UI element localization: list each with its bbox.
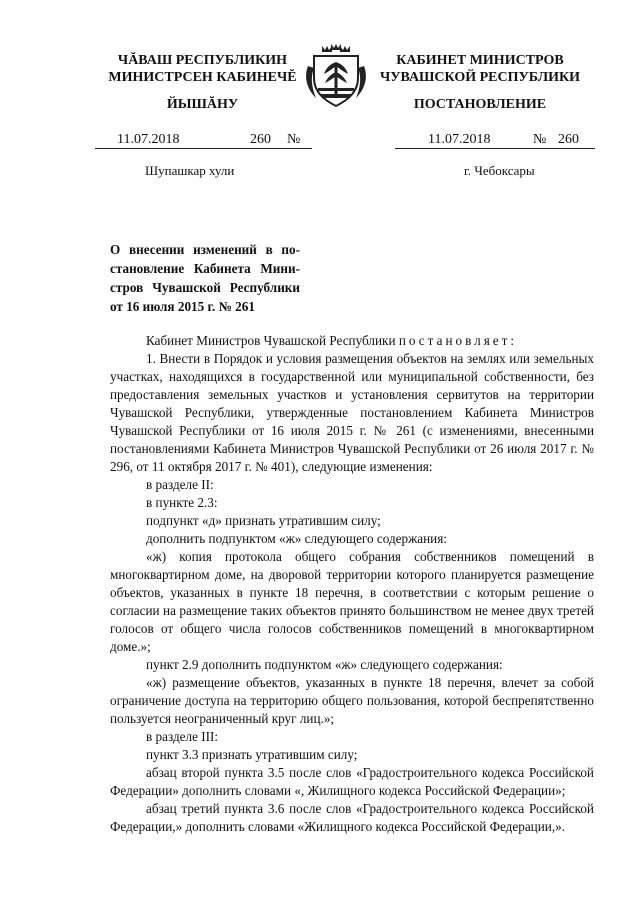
header-left-line-1: ЧĂВАШ РЕСПУБЛИКИН xyxy=(117,53,288,68)
doctype-right: ПОСТАНОВЛЕНИЕ xyxy=(413,97,547,112)
lead-text: Кабинет Министров Чувашской Республики xyxy=(146,333,396,348)
header-right-line-1: КАБИНЕТ МИНИСТРОВ xyxy=(396,53,564,68)
lead-spaced-word: постановляет: xyxy=(398,333,518,348)
document-body xyxy=(110,332,594,836)
subject-line-3: стров Чувашской Республики xyxy=(110,280,300,295)
body-paragraph-4: подпункт «д» признать утратившим силу; xyxy=(146,513,381,528)
date-right: 11.07.2018 xyxy=(428,132,491,147)
number-right: 260 xyxy=(558,132,579,147)
body-paragraph-12: абзац третий пункта 3.6 после слов «Градостроительного кодекса Российской Федерации,» дополнить словами «Жилищного кодекса Российской Федерации,». xyxy=(110,801,594,834)
chuvash-emblem-icon xyxy=(300,42,372,114)
number-sign-left: № xyxy=(287,132,301,147)
number-left: 260 xyxy=(250,132,271,147)
header-right-title xyxy=(365,52,595,86)
body-paragraph-9: в разделе III: xyxy=(146,729,219,744)
subject-line-2: становление Кабинета Мини- xyxy=(110,261,300,276)
body-paragraph-10: пункт 3.3 признать утратившим силу; xyxy=(146,747,358,762)
date-number-line-left xyxy=(95,132,312,149)
body-paragraph-3: в пункте 2.3: xyxy=(146,495,218,510)
number-sign-right: № xyxy=(533,132,547,147)
body-paragraph-2: в разделе II: xyxy=(146,477,214,492)
date-number-line-right xyxy=(395,132,595,149)
doctype-left: ЙЫШĂНУ xyxy=(166,97,239,112)
header-left-line-2: МИНИСТРСЕН КАБИНЕЧĔ xyxy=(108,70,297,85)
body-paragraph-7: пункт 2.9 дополнить подпунктом «ж» следующего содержания: xyxy=(146,657,503,672)
body-paragraph-6: «ж) копия протокола общего собрания собственников помещений в многоквартирном доме, на дворовой территории которого планируется размещение объектов, указанных в пункте 18 перечня, в соответствии с которым решение о согласии на размещение таких объектов принято большинством не менее двух третей голосов от общего числа голосов собственников помещений в многоквартирном доме.»; xyxy=(110,549,594,654)
header-left-title xyxy=(95,52,310,86)
body-paragraph-1: 1. Внести в Порядок и условия размещения объектов на землях или земельных участках, находящихся в государственной или муниципальной собственности, без предоставления земельных участков и установления сервитутов на территории Чувашской Республики, утвержденные постановлением Кабинета Министров Чувашской Республики от 16 июля 2015 г. № 261 (с изменениями, внесенными постановлениями Кабинета Министров Чувашской Республики от 26 июля 2017 г. № 296, от 11 октября 2017 г. № 401), следующие изменения: xyxy=(110,351,594,474)
document-subject xyxy=(110,240,300,316)
subject-line-1: О внесении изменений в по- xyxy=(110,242,300,257)
date-left: 11.07.2018 xyxy=(117,132,180,147)
lead-paragraph xyxy=(110,332,594,350)
subject-line-4: от 16 июля 2015 г. № 261 xyxy=(110,299,255,314)
city-right: г. Чебоксары xyxy=(464,163,535,178)
city-left: Шупашкар хули xyxy=(145,163,235,178)
body-paragraph-11: абзац второй пункта 3.5 после слов «Градостроительного кодекса Российской Федерации» дополнить словами «, Жилищного кодекса Российской Федерации»; xyxy=(110,765,594,798)
body-paragraph-8: «ж) размещение объектов, указанных в пункте 18 перечня, влечет за собой ограничение доступа на территорию общего пользования, которой беспрепятственно пользуется неограниченный круг лиц.»; xyxy=(110,675,594,726)
header-right-line-2: ЧУВАШСКОЙ РЕСПУБЛИКИ xyxy=(379,70,581,85)
body-paragraph-5: дополнить подпунктом «ж» следующего содержания: xyxy=(146,531,447,546)
